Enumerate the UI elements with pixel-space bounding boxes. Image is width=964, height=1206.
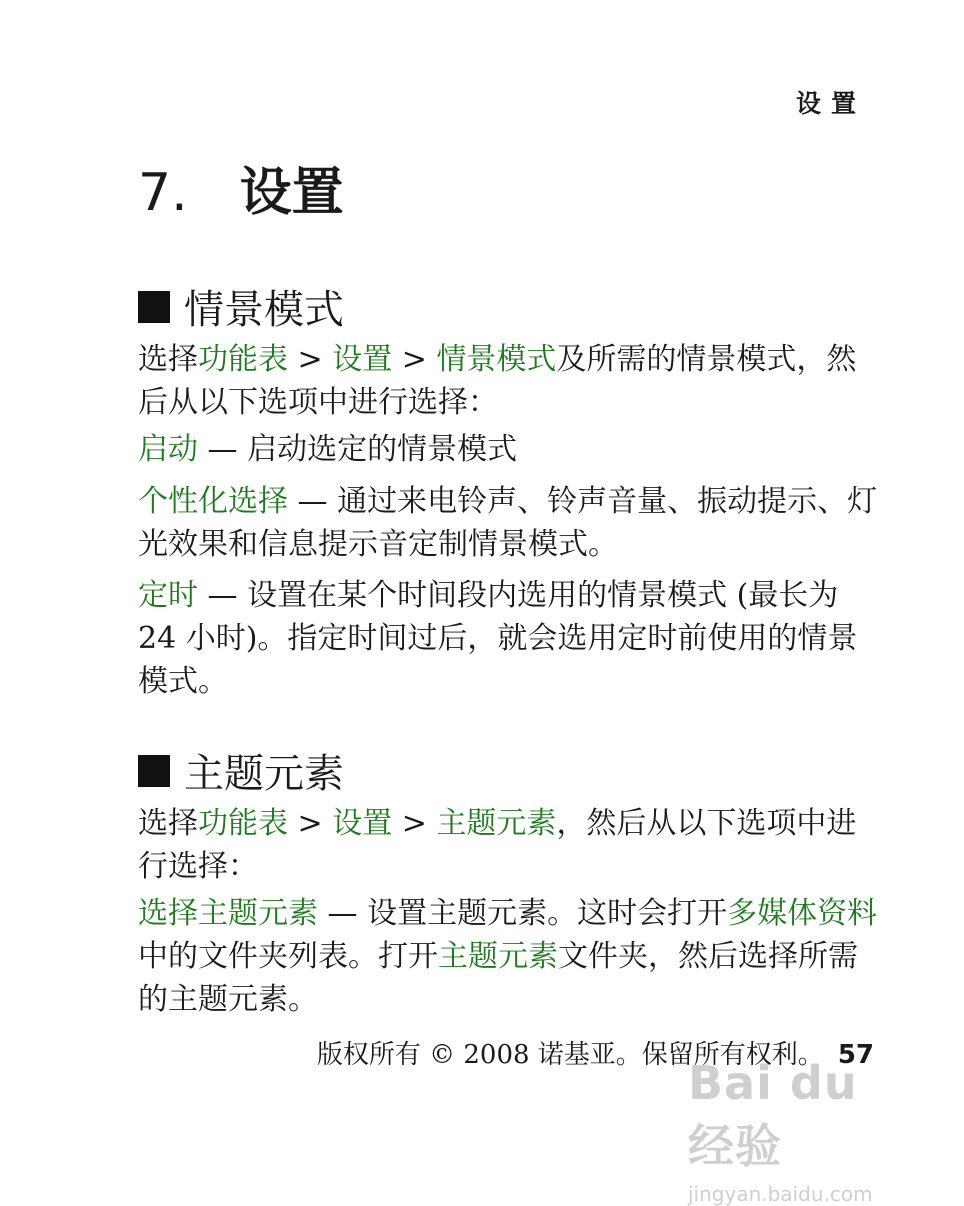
text-run: — 启动选定的情景模式 <box>198 432 518 467</box>
menu-term: 定时 <box>138 578 198 613</box>
option-item <box>138 480 878 566</box>
paragraph <box>138 338 878 424</box>
section-title: 情景模式 <box>184 287 344 333</box>
menu-term: 设置 <box>332 342 393 377</box>
section-title: 主题元素 <box>184 751 344 797</box>
option-item <box>138 574 878 703</box>
page-number: 57 <box>837 1040 874 1070</box>
chapter-heading <box>138 150 344 225</box>
square-bullet-icon <box>138 755 170 787</box>
chapter-title: 设置 <box>239 163 344 223</box>
text-run: > <box>392 342 437 377</box>
menu-term: 情景模式 <box>436 342 557 377</box>
menu-term: 功能表 <box>198 342 288 377</box>
square-bullet-icon <box>138 291 170 323</box>
menu-term: 设置 <box>332 806 393 841</box>
text-run: 及所需的情景模式，然后从以下选项中进行选择： <box>138 342 857 420</box>
menu-term: 多媒体资料 <box>727 896 878 931</box>
text-run: 选择 <box>138 342 198 377</box>
text-run: > <box>288 806 333 841</box>
menu-term: 个性化选择 <box>138 484 288 519</box>
menu-term: 主题元素 <box>436 806 557 841</box>
text-run: 文件夹，然后选择所需的主题元素。 <box>138 939 858 1017</box>
section-heading-themes <box>138 742 344 799</box>
menu-term: 选择主题元素 <box>138 896 318 931</box>
text-run: 选择 <box>138 806 198 841</box>
text-run: > <box>288 342 333 377</box>
section-heading-profiles <box>138 278 344 335</box>
running-header: 设置 <box>795 89 866 118</box>
watermark-logo: Bai du 经验 <box>688 1056 858 1173</box>
option-item <box>138 428 878 471</box>
text-run: ，然后从以下选项中进行选择： <box>138 806 857 884</box>
text-run: — 通过来电铃声、铃声音量、振动提示、灯光效果和信息提示音定制情景模式。 <box>138 484 878 562</box>
menu-term: 功能表 <box>198 806 288 841</box>
watermark-url: jingyan.baidu.com <box>688 1182 873 1206</box>
option-item <box>138 892 878 1021</box>
watermark <box>688 1056 908 1206</box>
menu-term: 主题元素 <box>438 939 558 974</box>
text-run: 中的文件夹列表。打开 <box>138 939 438 974</box>
text-run: > <box>392 806 437 841</box>
text-run: — 设置主题元素。这时会打开 <box>318 896 728 931</box>
menu-term: 启动 <box>138 432 198 467</box>
text-run: — 设置在某个时间段内选用的情景模式 (最长为 24 小时)。指定时间过后，就会选用定时前使用的情景模式。 <box>138 578 858 699</box>
copyright-text: 版权所有 © 2008 诺基亚。保留所有权利。 <box>316 1040 824 1070</box>
chapter-number: 7. <box>138 163 188 223</box>
paragraph <box>138 802 878 888</box>
